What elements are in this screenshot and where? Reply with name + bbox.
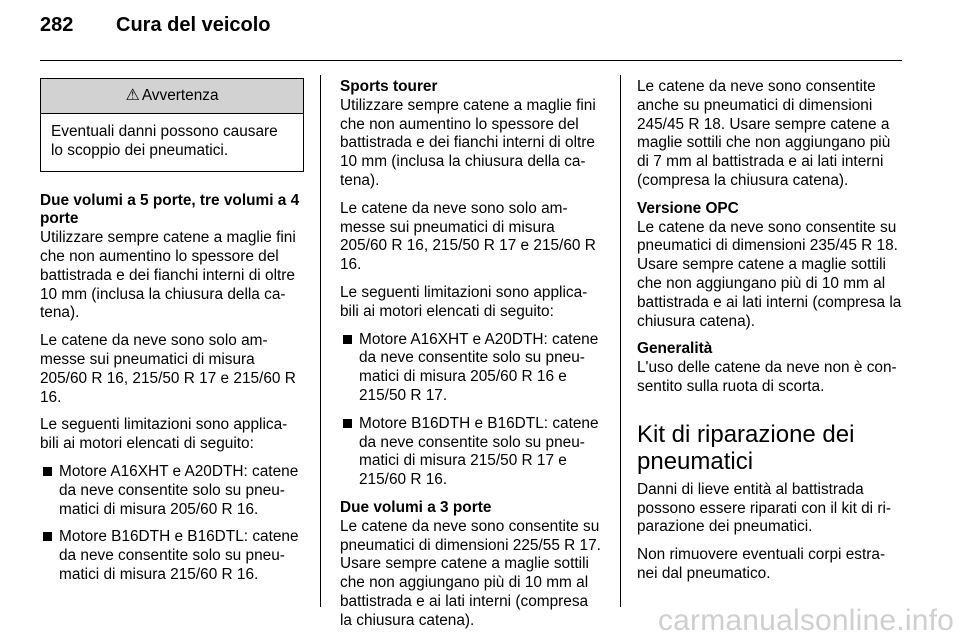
bullet-list: [340, 331, 604, 490]
column-divider-1: [320, 75, 321, 607]
list-item-text: Motore A16XHT e A20DTH: catene da neve consentite solo su pneu-matici di misura 205/60 R 16 e 215/50 R 17.: [359, 330, 599, 404]
page-title: Cura del veicolo: [116, 14, 271, 36]
list-item-text: Motore B16DTH e B16DTL: catene da neve consentite solo su pneu-matici di misura 215/50 R 17 e 215/60 R 16.: [359, 414, 599, 489]
page-number: 282: [40, 14, 74, 36]
list-item: [340, 415, 604, 490]
list-item-text: Motore A16XHT e A20DTH: catene da neve consentite solo su pneu-matici di misura 205/60 R 16.: [59, 462, 299, 518]
column-2: [340, 78, 604, 640]
bullet-square-icon: [343, 419, 352, 428]
paragraph: Danni di lieve entità al battistrada possono essere riparati con il kit di ri-parazione dei pneumatici.: [637, 480, 892, 536]
list-item: [40, 528, 304, 584]
column-divider-2: [620, 75, 621, 607]
bullet-square-icon: [43, 532, 52, 541]
warning-text: Eventuali danni possono causare lo scoppio dei pneumatici.: [51, 123, 278, 159]
section-title: Kit di riparazione dei pneumatici: [637, 420, 855, 475]
paragraph: Le seguenti limitazioni sono applica-bili ai motori elencati di seguito:: [40, 416, 288, 453]
subheading-3-door: Due volumi a 3 porte: [340, 498, 492, 516]
list-item: [40, 463, 304, 519]
paragraph: Le catene da neve sono consentite su pneumatici di dimensioni 235/45 R 18. Usare sempre catene a maglie sottili che non aggiungano più di 10 mm al battistrada e ai lati interni (compresa la chiusura catena).: [637, 218, 902, 330]
paragraph: Utilizzare sempre catene a maglie fini che non aumentino lo spessore del battistrada e dei fianchi interni di oltre 10 mm (inclusa la chiusura della ca-tena).: [340, 96, 596, 189]
subheading-general: Generalità: [637, 340, 713, 358]
watermark: carmanualsonline.info: [657, 604, 954, 637]
bullet-list: [40, 463, 304, 585]
warning-box: [40, 78, 304, 172]
column-3: [637, 78, 905, 593]
subheading-hatchback-sedan: Due volumi a 5 porte, tre volumi a 4 porte: [40, 191, 300, 228]
paragraph: L'uso delle catene da neve non è con-sentito sulla ruota di scorta.: [637, 359, 897, 395]
paragraph: Le catene da neve sono consentite su pneumatici di dimensioni 225/55 R 17. Usare sempre catene a maglie sottili che non aggiungano più di 10 mm al battistrada e ai lati interni (compresa la chiusura catena).: [340, 517, 601, 629]
paragraph: Le seguenti limitazioni sono applica-bili ai motori elencati di seguito:: [340, 283, 588, 320]
paragraph: Le catene da neve sono solo am-messe sui pneumatici di misura 205/60 R 16, 215/50 R 17 e 215/60 R 16.: [340, 199, 596, 274]
paragraph: Non rimuovere eventuali corpi estra-nei dal pneumatico.: [637, 546, 886, 582]
subheading-opc: Versione OPC: [637, 199, 739, 217]
list-item: [340, 331, 604, 406]
bullet-square-icon: [343, 335, 352, 344]
bullet-square-icon: [43, 467, 52, 476]
subheading-sports-tourer: Sports tourer: [340, 78, 438, 95]
list-item-text: Motore B16DTH e B16DTL: catene da neve consentite solo su pneu-matici di misura 215/60 R 16.: [59, 528, 299, 583]
paragraph: Le catene da neve sono consentite anche su pneumatici di dimensioni 245/45 R 18. Usare sempre catene a maglie sottili che non aggiungano più di 7 mm al battistrada e ai lati interni (compresa la chiusura catena).: [637, 78, 891, 189]
header-divider: [40, 60, 902, 61]
warning-title: Avvertenza: [141, 87, 219, 104]
paragraph: Le catene da neve sono solo am-messe sui pneumatici di misura 205/60 R 16, 215/50 R 17 e 215/60 R 16.: [40, 332, 296, 406]
column-1: [40, 78, 304, 594]
warning-triangle-icon: ⚠: [125, 87, 140, 104]
warning-header: [41, 79, 303, 114]
paragraph: Utilizzare sempre catene a maglie fini che non aumentino lo spessore del battistrada e dei fianchi interni di oltre 10 mm (inclusa la chiusura della ca-tena).: [40, 229, 296, 322]
